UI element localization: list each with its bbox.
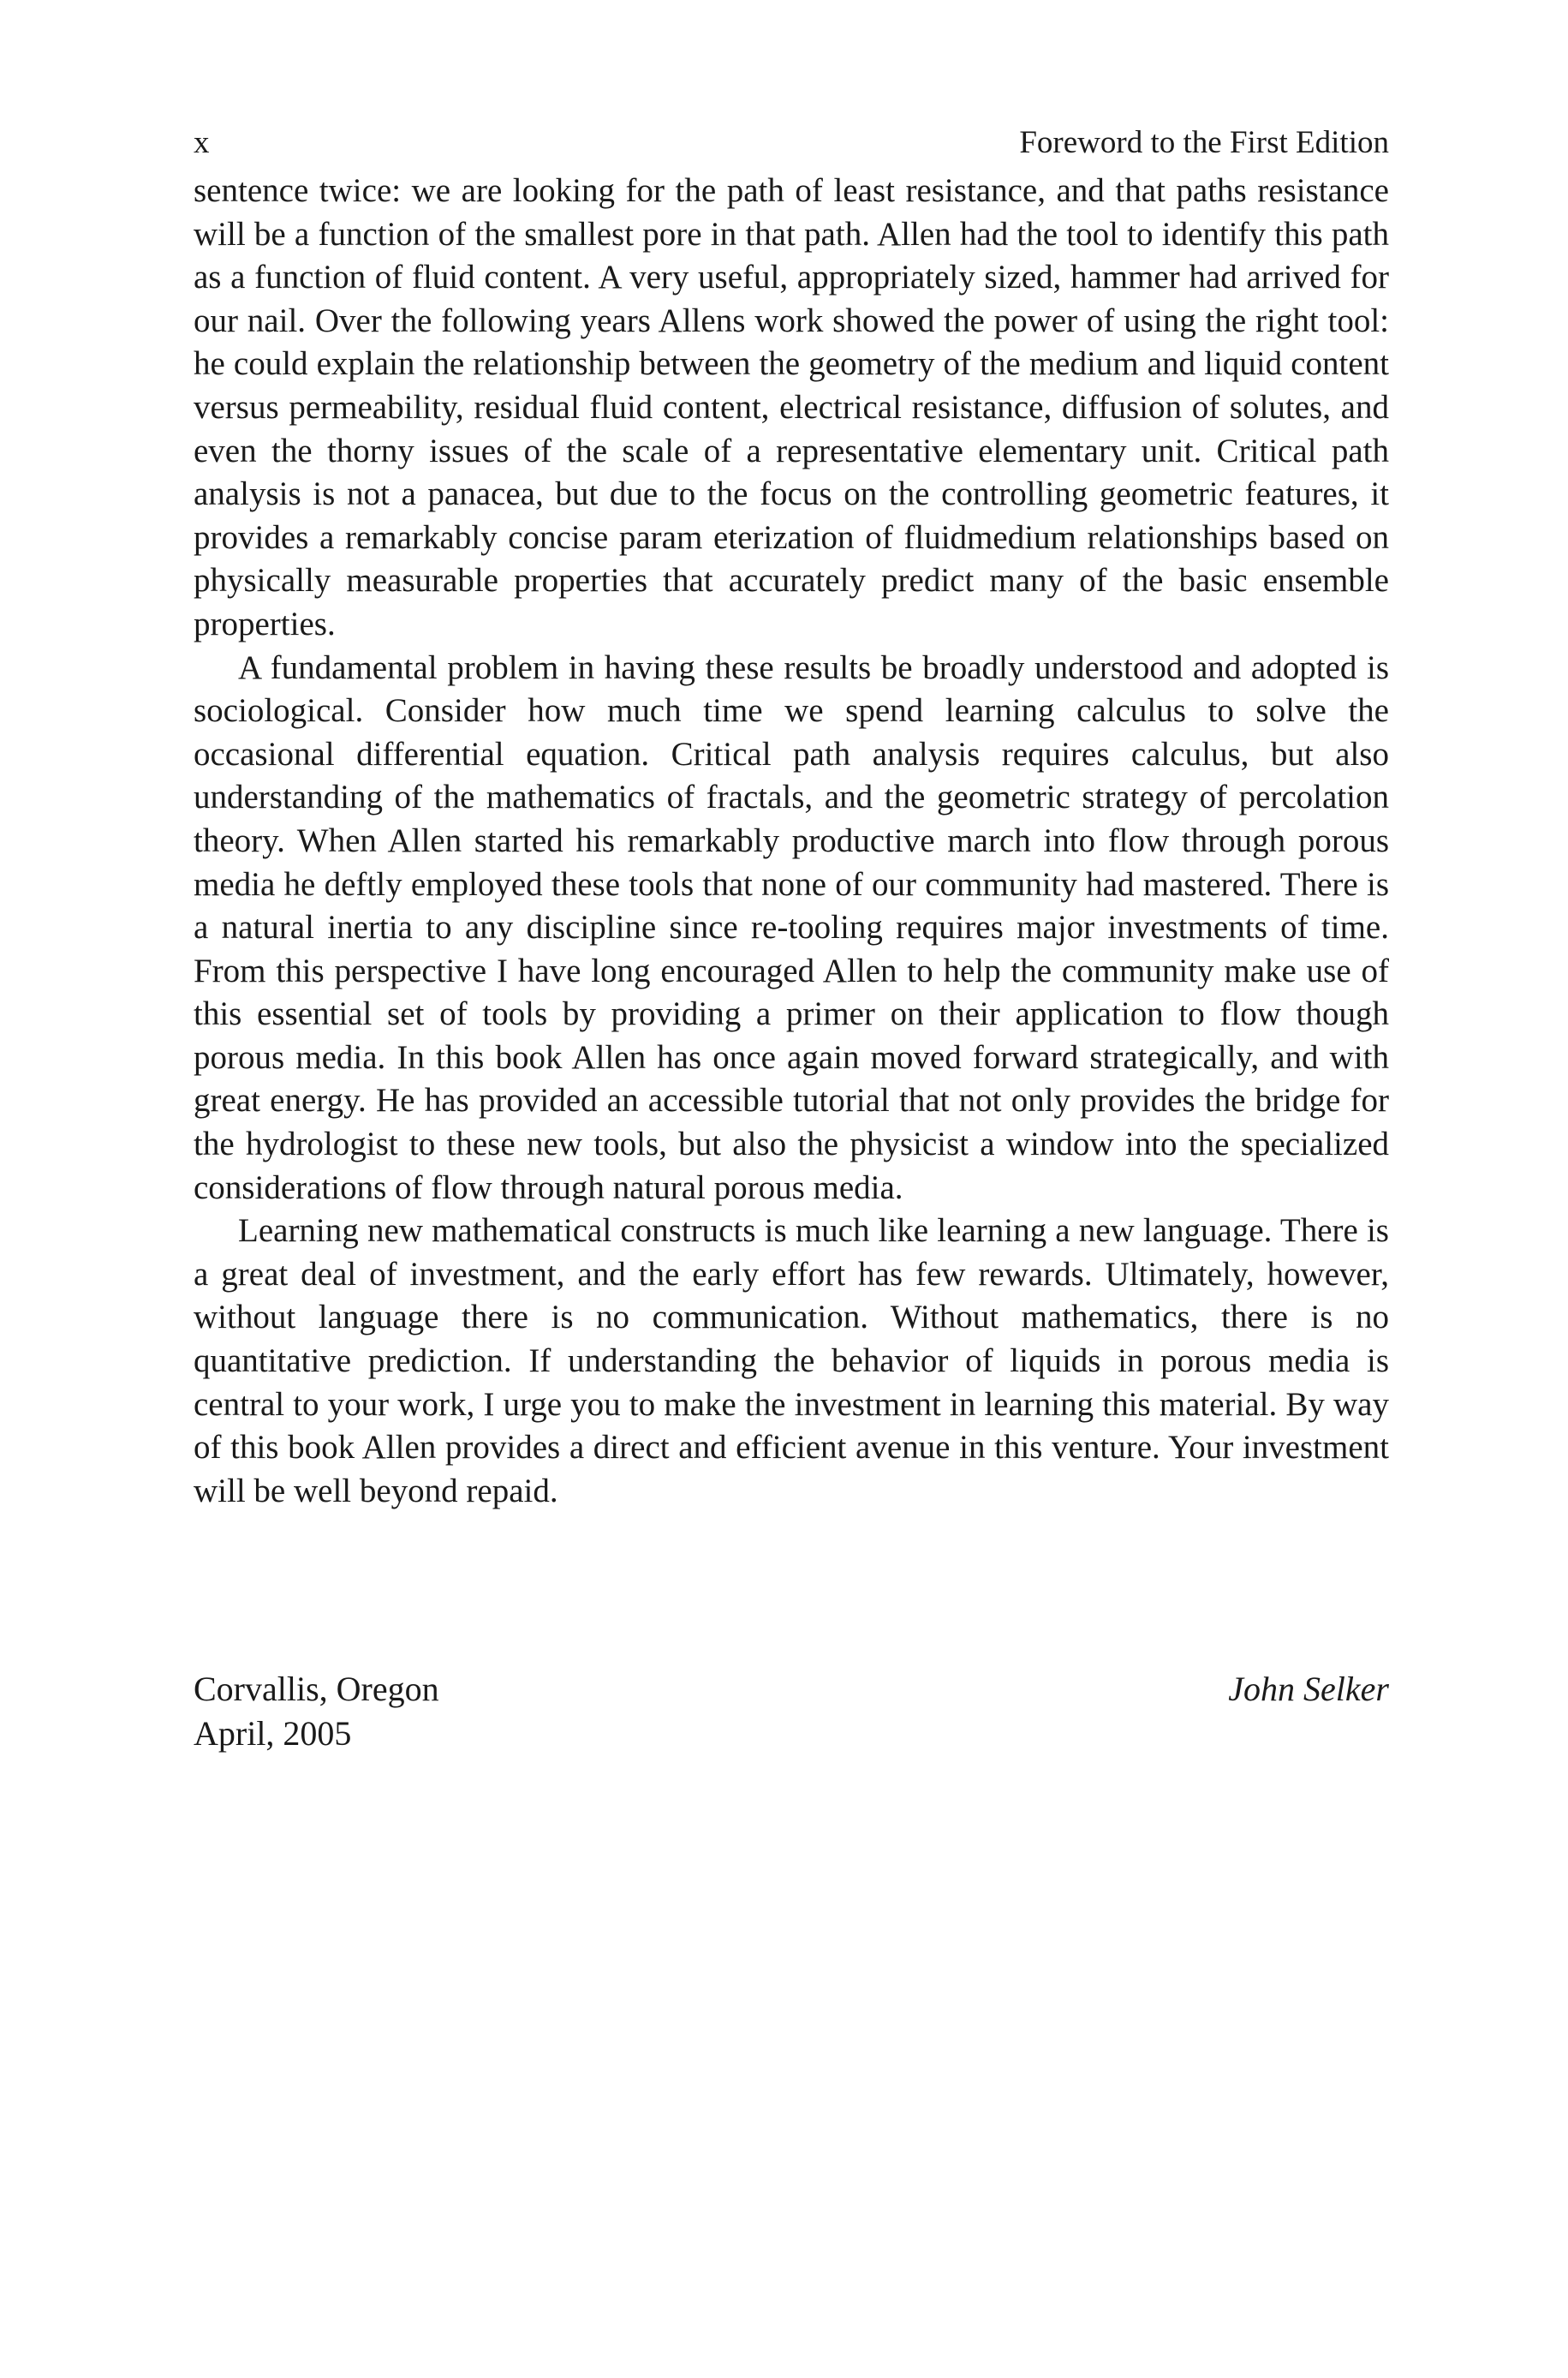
paragraph-sociological-problem: A fundamental problem in having these results be broadly understood and adopted is sociological. Consider how much time we spend learning calculus to solve the occasional differential equation. Critical path analysis requires calculus, but also understanding of the mathematics of fractals, and the geometric strategy of percolation theory. When Allen started his remarkably productive march into flow through porous media he deftly employed these tools that none of our community had mastered. There is a natural inertia to any discipline since re-tooling requires major investments of time. From this perspective I have long encouraged Allen to help the community make use of this essential set of tools by providing a primer on their application to flow though porous media. In this book Allen has once again moved forward strategically, and with great energy. He has provided an accessible tutorial that not only provides the bridge for the hydrologist to these new tools, but also the physicist a window into the specialized considerations of flow through natural porous media. <box>194 648 1389 1206</box>
signature-author: John Selker <box>1228 1670 1389 1708</box>
page-number: x <box>194 125 210 160</box>
signature-date: April, 2005 <box>194 1714 352 1753</box>
paragraph-learning-mathematics: Learning new mathematical constructs is much like learning a new language. There is a great deal of investment, and the early effort has few rewards. Ultimately, however, without language there is no communication. Without mathematics, there is no quantitative prediction. If understanding the behavior of liquids in porous media is central to your work, I urge you to make the investment in learning this material. By way of this book Allen provides a direct and efficient avenue in this venture. Your investment will be well beyond repaid. <box>194 1212 1389 1509</box>
signature-place: Corvallis, Oregon <box>194 1670 439 1708</box>
paragraph-continued: sentence twice: we are looking for the path of least resistance, and that paths resistance will be a function of the smallest pore in that path. Allen had the tool to identify this path as a function of fluid content. A very useful, appropriately sized, hammer had arrived for our nail. Over the following years Allens work showed the power of using the right tool: he could explain the relationship between the geometry of the medium and liquid content versus permeability, residual fluid content, electrical resistance, diffusion of solutes, and even the thorny issues of the scale of a representative elementary unit. Critical path analysis is not a panacea, but due to the focus on the controlling geometric features, it provides a remarkably concise param eterization of fluidmedium relationships based on physically measurable properties that accurately predict many of the basic ensemble properties. <box>194 172 1389 642</box>
place-date <box>194 1667 439 1756</box>
running-head-title: Foreword to the First Edition <box>1019 125 1389 160</box>
foreword-body <box>194 170 1389 1513</box>
running-head <box>194 122 1389 164</box>
